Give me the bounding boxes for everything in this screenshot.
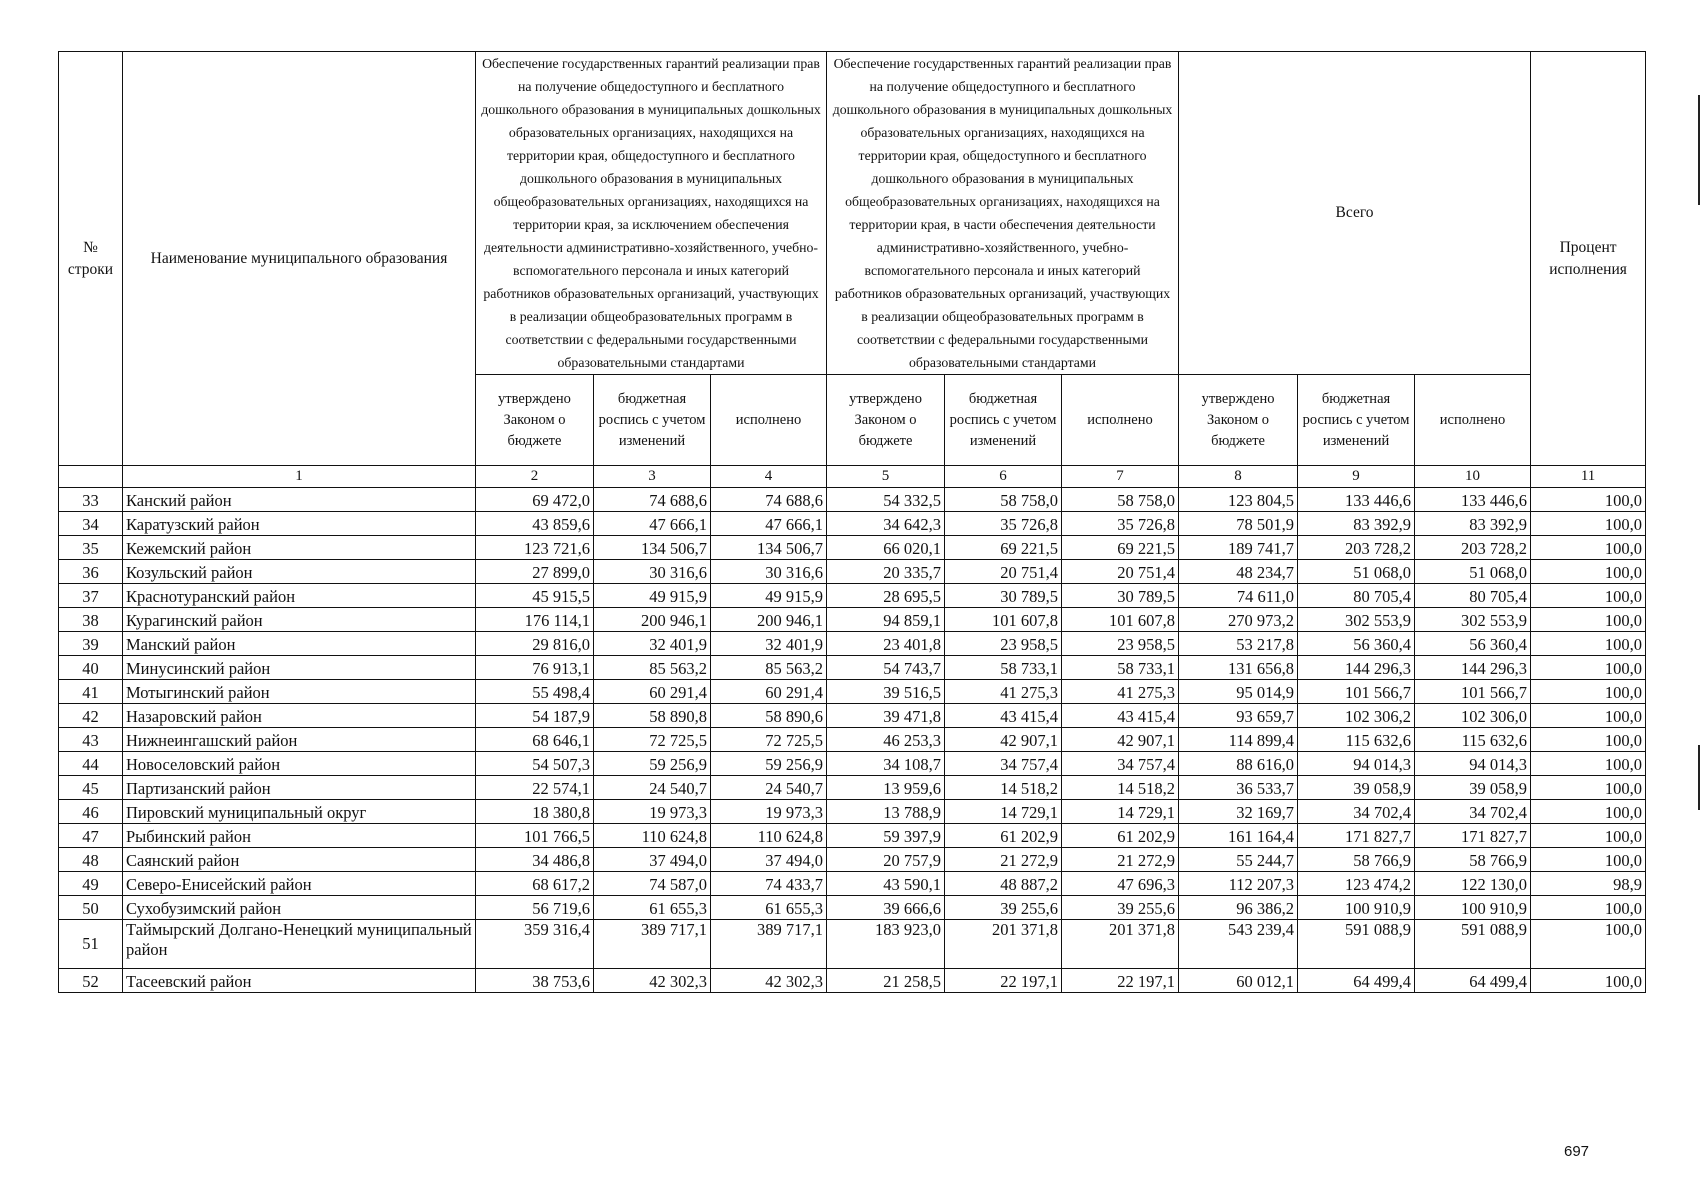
column-number: 3 <box>594 466 711 488</box>
value-cell: 95 014,9 <box>1179 680 1298 704</box>
value-cell: 42 302,3 <box>594 969 711 993</box>
value-cell: 37 494,0 <box>594 848 711 872</box>
column-number: 4 <box>711 466 827 488</box>
group1-header: Обеспечение государственных гарантий реализации прав на получение общедоступного и бесплатного дошкольного образования в муниципальных дошкольных образовательных организациях, находящихся на территории края, общедоступного и бесплатного дошкольного образования в муниципальных общеобразовательных организациях, находящихся на территории края, за исключением обеспечения деятельности административно-хозяйственного, учебно-вспомогательного персонала и иных категорий работников образовательных организаций, участвующих в реализации общеобразовательных программ в соответствии с федеральными государственными образовательными стандартами <box>476 52 827 375</box>
value-cell: 134 506,7 <box>594 536 711 560</box>
value-cell: 80 705,4 <box>1298 584 1415 608</box>
row-number-header: № строки <box>59 52 123 466</box>
value-cell: 58 758,0 <box>1062 488 1179 512</box>
value-cell: 14 729,1 <box>945 800 1062 824</box>
value-cell: 591 088,9 <box>1415 920 1531 969</box>
value-cell: 34 702,4 <box>1415 800 1531 824</box>
value-cell: 54 743,7 <box>827 656 945 680</box>
column-number: 8 <box>1179 466 1298 488</box>
value-cell: 58 766,9 <box>1298 848 1415 872</box>
value-cell: 102 306,0 <box>1415 704 1531 728</box>
value-cell: 61 202,9 <box>945 824 1062 848</box>
value-cell: 100 910,9 <box>1298 896 1415 920</box>
value-cell: 134 506,7 <box>711 536 827 560</box>
value-cell: 39 255,6 <box>945 896 1062 920</box>
table-row <box>59 488 1646 512</box>
value-cell: 61 202,9 <box>1062 824 1179 848</box>
value-cell: 19 973,3 <box>594 800 711 824</box>
row-number: 45 <box>59 776 123 800</box>
executed-header: исполнено <box>711 375 827 466</box>
value-cell: 58 758,0 <box>945 488 1062 512</box>
value-cell: 21 272,9 <box>945 848 1062 872</box>
municipality-name: Партизанский район <box>123 776 476 800</box>
value-cell: 54 332,5 <box>827 488 945 512</box>
value-cell: 48 887,2 <box>945 872 1062 896</box>
budget-execution-table <box>58 51 1646 993</box>
value-cell: 64 499,4 <box>1415 969 1531 993</box>
value-cell: 389 717,1 <box>711 920 827 969</box>
value-cell: 131 656,8 <box>1179 656 1298 680</box>
table-row <box>59 608 1646 632</box>
approved-header: утверждено Законом о бюджете <box>1179 375 1298 466</box>
value-cell: 30 789,5 <box>1062 584 1179 608</box>
value-cell: 60 291,4 <box>711 680 827 704</box>
table-row <box>59 896 1646 920</box>
value-cell: 30 316,6 <box>711 560 827 584</box>
row-number: 47 <box>59 824 123 848</box>
value-cell: 203 728,2 <box>1415 536 1531 560</box>
value-cell: 53 217,8 <box>1179 632 1298 656</box>
value-cell: 59 397,9 <box>827 824 945 848</box>
value-cell: 58 733,1 <box>1062 656 1179 680</box>
value-cell: 48 234,7 <box>1179 560 1298 584</box>
row-number: 41 <box>59 680 123 704</box>
value-cell: 23 958,5 <box>1062 632 1179 656</box>
value-cell: 34 757,4 <box>945 752 1062 776</box>
value-cell: 35 726,8 <box>945 512 1062 536</box>
value-cell: 83 392,9 <box>1298 512 1415 536</box>
value-cell: 39 255,6 <box>1062 896 1179 920</box>
value-cell: 58 766,9 <box>1415 848 1531 872</box>
value-cell: 46 253,3 <box>827 728 945 752</box>
table-row <box>59 824 1646 848</box>
value-cell: 58 890,8 <box>594 704 711 728</box>
municipality-name: Минусинский район <box>123 656 476 680</box>
row-number: 44 <box>59 752 123 776</box>
row-number: 52 <box>59 969 123 993</box>
value-cell: 74 688,6 <box>594 488 711 512</box>
value-cell: 94 859,1 <box>827 608 945 632</box>
table-row <box>59 560 1646 584</box>
value-cell: 32 401,9 <box>594 632 711 656</box>
municipality-name: Сухобузимский район <box>123 896 476 920</box>
percent-cell: 100,0 <box>1531 824 1646 848</box>
value-cell: 51 068,0 <box>1298 560 1415 584</box>
value-cell: 69 221,5 <box>945 536 1062 560</box>
value-cell: 22 197,1 <box>945 969 1062 993</box>
value-cell: 39 471,8 <box>827 704 945 728</box>
value-cell: 23 401,8 <box>827 632 945 656</box>
value-cell: 55 244,7 <box>1179 848 1298 872</box>
value-cell: 34 757,4 <box>1062 752 1179 776</box>
percent-header: Процент исполнения <box>1531 52 1646 466</box>
value-cell: 38 753,6 <box>476 969 594 993</box>
value-cell: 60 291,4 <box>594 680 711 704</box>
column-number: 2 <box>476 466 594 488</box>
value-cell: 51 068,0 <box>1415 560 1531 584</box>
table-row <box>59 776 1646 800</box>
percent-cell: 100,0 <box>1531 969 1646 993</box>
value-cell: 24 540,7 <box>594 776 711 800</box>
table-row <box>59 656 1646 680</box>
value-cell: 14 518,2 <box>945 776 1062 800</box>
value-cell: 161 164,4 <box>1179 824 1298 848</box>
value-cell: 56 360,4 <box>1415 632 1531 656</box>
value-cell: 30 789,5 <box>945 584 1062 608</box>
value-cell: 42 907,1 <box>945 728 1062 752</box>
percent-cell: 100,0 <box>1531 608 1646 632</box>
value-cell: 69 221,5 <box>1062 536 1179 560</box>
value-cell: 115 632,6 <box>1298 728 1415 752</box>
value-cell: 58 733,1 <box>945 656 1062 680</box>
percent-cell: 100,0 <box>1531 488 1646 512</box>
row-number: 50 <box>59 896 123 920</box>
column-number <box>59 466 123 488</box>
value-cell: 122 130,0 <box>1415 872 1531 896</box>
value-cell: 41 275,3 <box>945 680 1062 704</box>
percent-cell: 100,0 <box>1531 560 1646 584</box>
budget-header: бюджетная роспись с учетом изменений <box>945 375 1062 466</box>
table-row <box>59 584 1646 608</box>
value-cell: 22 574,1 <box>476 776 594 800</box>
value-cell: 43 859,6 <box>476 512 594 536</box>
value-cell: 270 973,2 <box>1179 608 1298 632</box>
value-cell: 20 751,4 <box>1062 560 1179 584</box>
value-cell: 34 486,8 <box>476 848 594 872</box>
executed-header: исполнено <box>1062 375 1179 466</box>
column-number: 5 <box>827 466 945 488</box>
value-cell: 72 725,5 <box>711 728 827 752</box>
column-number: 11 <box>1531 466 1646 488</box>
column-number: 1 <box>123 466 476 488</box>
value-cell: 43 415,4 <box>1062 704 1179 728</box>
value-cell: 101 566,7 <box>1298 680 1415 704</box>
table-row <box>59 800 1646 824</box>
row-number: 35 <box>59 536 123 560</box>
value-cell: 42 907,1 <box>1062 728 1179 752</box>
municipality-name: Канский район <box>123 488 476 512</box>
value-cell: 102 306,2 <box>1298 704 1415 728</box>
value-cell: 24 540,7 <box>711 776 827 800</box>
value-cell: 55 498,4 <box>476 680 594 704</box>
value-cell: 43 415,4 <box>945 704 1062 728</box>
table-row <box>59 728 1646 752</box>
row-number: 37 <box>59 584 123 608</box>
value-cell: 47 666,1 <box>594 512 711 536</box>
value-cell: 27 899,0 <box>476 560 594 584</box>
value-cell: 101 607,8 <box>945 608 1062 632</box>
value-cell: 14 518,2 <box>1062 776 1179 800</box>
value-cell: 110 624,8 <box>711 824 827 848</box>
percent-cell: 100,0 <box>1531 584 1646 608</box>
percent-cell: 100,0 <box>1531 728 1646 752</box>
value-cell: 28 695,5 <box>827 584 945 608</box>
value-cell: 93 659,7 <box>1179 704 1298 728</box>
value-cell: 68 646,1 <box>476 728 594 752</box>
row-number: 46 <box>59 800 123 824</box>
row-number: 51 <box>59 920 123 969</box>
executed-header: исполнено <box>1415 375 1531 466</box>
value-cell: 200 946,1 <box>594 608 711 632</box>
municipality-name: Северо-Енисейский район <box>123 872 476 896</box>
value-cell: 591 088,9 <box>1298 920 1415 969</box>
value-cell: 78 501,9 <box>1179 512 1298 536</box>
percent-cell: 100,0 <box>1531 656 1646 680</box>
municipality-name: Саянский район <box>123 848 476 872</box>
value-cell: 34 642,3 <box>827 512 945 536</box>
value-cell: 59 256,9 <box>711 752 827 776</box>
value-cell: 94 014,3 <box>1415 752 1531 776</box>
municipality-name: Пировский муниципальный округ <box>123 800 476 824</box>
row-number: 42 <box>59 704 123 728</box>
percent-cell: 98,9 <box>1531 872 1646 896</box>
value-cell: 35 726,8 <box>1062 512 1179 536</box>
percent-cell: 100,0 <box>1531 680 1646 704</box>
value-cell: 22 197,1 <box>1062 969 1179 993</box>
percent-cell: 100,0 <box>1531 800 1646 824</box>
table-row <box>59 920 1646 969</box>
value-cell: 110 624,8 <box>594 824 711 848</box>
value-cell: 123 474,2 <box>1298 872 1415 896</box>
value-cell: 133 446,6 <box>1298 488 1415 512</box>
approved-header: утверждено Законом о бюджете <box>827 375 945 466</box>
value-cell: 47 696,3 <box>1062 872 1179 896</box>
value-cell: 43 590,1 <box>827 872 945 896</box>
municipality-name: Нижнеингашский район <box>123 728 476 752</box>
municipality-name: Курагинский район <box>123 608 476 632</box>
municipality-name: Новоселовский район <box>123 752 476 776</box>
value-cell: 88 616,0 <box>1179 752 1298 776</box>
value-cell: 101 766,5 <box>476 824 594 848</box>
row-number: 33 <box>59 488 123 512</box>
value-cell: 74 587,0 <box>594 872 711 896</box>
row-number: 40 <box>59 656 123 680</box>
value-cell: 80 705,4 <box>1415 584 1531 608</box>
value-cell: 201 371,8 <box>1062 920 1179 969</box>
value-cell: 13 788,9 <box>827 800 945 824</box>
value-cell: 96 386,2 <box>1179 896 1298 920</box>
value-cell: 30 316,6 <box>594 560 711 584</box>
value-cell: 144 296,3 <box>1298 656 1415 680</box>
value-cell: 42 302,3 <box>711 969 827 993</box>
row-number: 34 <box>59 512 123 536</box>
value-cell: 189 741,7 <box>1179 536 1298 560</box>
value-cell: 19 973,3 <box>711 800 827 824</box>
value-cell: 56 719,6 <box>476 896 594 920</box>
value-cell: 133 446,6 <box>1415 488 1531 512</box>
column-number: 10 <box>1415 466 1531 488</box>
municipality-name: Кежемский район <box>123 536 476 560</box>
municipality-name: Тасеевский район <box>123 969 476 993</box>
value-cell: 61 655,3 <box>711 896 827 920</box>
table-row <box>59 632 1646 656</box>
value-cell: 56 360,4 <box>1298 632 1415 656</box>
value-cell: 47 666,1 <box>711 512 827 536</box>
value-cell: 20 757,9 <box>827 848 945 872</box>
value-cell: 74 433,7 <box>711 872 827 896</box>
table-body <box>59 488 1646 993</box>
table-row <box>59 536 1646 560</box>
value-cell: 203 728,2 <box>1298 536 1415 560</box>
municipality-name: Таймырский Долгано-Ненецкий муниципальный район <box>123 920 476 969</box>
table-row <box>59 969 1646 993</box>
percent-cell: 100,0 <box>1531 632 1646 656</box>
value-cell: 64 499,4 <box>1298 969 1415 993</box>
percent-cell: 100,0 <box>1531 536 1646 560</box>
value-cell: 101 566,7 <box>1415 680 1531 704</box>
value-cell: 39 058,9 <box>1298 776 1415 800</box>
value-cell: 36 533,7 <box>1179 776 1298 800</box>
value-cell: 201 371,8 <box>945 920 1062 969</box>
percent-cell: 100,0 <box>1531 704 1646 728</box>
percent-cell: 100,0 <box>1531 920 1646 969</box>
table-row <box>59 704 1646 728</box>
municipality-name: Мотыгинский район <box>123 680 476 704</box>
row-number: 38 <box>59 608 123 632</box>
value-cell: 20 335,7 <box>827 560 945 584</box>
value-cell: 21 272,9 <box>1062 848 1179 872</box>
value-cell: 18 380,8 <box>476 800 594 824</box>
value-cell: 100 910,9 <box>1415 896 1531 920</box>
row-number: 36 <box>59 560 123 584</box>
table-row <box>59 512 1646 536</box>
value-cell: 34 108,7 <box>827 752 945 776</box>
municipality-header: Наименование муниципального образования <box>123 52 476 466</box>
percent-cell: 100,0 <box>1531 752 1646 776</box>
municipality-name: Рыбинский район <box>123 824 476 848</box>
column-number: 6 <box>945 466 1062 488</box>
value-cell: 59 256,9 <box>594 752 711 776</box>
municipality-name: Каратузский район <box>123 512 476 536</box>
value-cell: 123 804,5 <box>1179 488 1298 512</box>
municipality-name: Манский район <box>123 632 476 656</box>
row-number: 49 <box>59 872 123 896</box>
value-cell: 23 958,5 <box>945 632 1062 656</box>
value-cell: 61 655,3 <box>594 896 711 920</box>
value-cell: 359 316,4 <box>476 920 594 969</box>
value-cell: 114 899,4 <box>1179 728 1298 752</box>
percent-cell: 100,0 <box>1531 896 1646 920</box>
table-row <box>59 848 1646 872</box>
value-cell: 39 666,6 <box>827 896 945 920</box>
value-cell: 66 020,1 <box>827 536 945 560</box>
value-cell: 49 915,9 <box>711 584 827 608</box>
value-cell: 68 617,2 <box>476 872 594 896</box>
value-cell: 58 890,6 <box>711 704 827 728</box>
municipality-name: Козульский район <box>123 560 476 584</box>
value-cell: 72 725,5 <box>594 728 711 752</box>
column-number: 9 <box>1298 466 1415 488</box>
value-cell: 60 012,1 <box>1179 969 1298 993</box>
municipality-name: Краснотуранский район <box>123 584 476 608</box>
value-cell: 302 553,9 <box>1415 608 1531 632</box>
value-cell: 20 751,4 <box>945 560 1062 584</box>
value-cell: 94 014,3 <box>1298 752 1415 776</box>
row-number: 39 <box>59 632 123 656</box>
value-cell: 34 702,4 <box>1298 800 1415 824</box>
value-cell: 39 516,5 <box>827 680 945 704</box>
table-row <box>59 872 1646 896</box>
value-cell: 144 296,3 <box>1415 656 1531 680</box>
table-row <box>59 680 1646 704</box>
value-cell: 49 915,9 <box>594 584 711 608</box>
value-cell: 54 507,3 <box>476 752 594 776</box>
value-cell: 200 946,1 <box>711 608 827 632</box>
value-cell: 115 632,6 <box>1415 728 1531 752</box>
scan-edge-mark <box>1698 745 1700 810</box>
value-cell: 302 553,9 <box>1298 608 1415 632</box>
value-cell: 85 563,2 <box>594 656 711 680</box>
value-cell: 171 827,7 <box>1298 824 1415 848</box>
page-number: 697 <box>1564 1143 1590 1160</box>
value-cell: 171 827,7 <box>1415 824 1531 848</box>
value-cell: 39 058,9 <box>1415 776 1531 800</box>
group2-header: Обеспечение государственных гарантий реализации прав на получение общедоступного и бесплатного дошкольного образования в муниципальных дошкольных образовательных организациях, находящихся на территории края, общедоступного и бесплатного дошкольного образования в муниципальных общеобразовательных организациях, находящихся на территории края, в части обеспечения деятельности административно-хозяйственного, учебно-вспомогательного персонала и иных категорий работников образовательных организаций, участвующих в реализации общеобразовательных программ в соответствии с федеральными государственными образовательными стандартами <box>827 52 1179 375</box>
budget-header: бюджетная роспись с учетом изменений <box>594 375 711 466</box>
approved-header: утверждено Законом о бюджете <box>476 375 594 466</box>
value-cell: 101 607,8 <box>1062 608 1179 632</box>
value-cell: 32 401,9 <box>711 632 827 656</box>
percent-cell: 100,0 <box>1531 776 1646 800</box>
value-cell: 69 472,0 <box>476 488 594 512</box>
municipality-name: Назаровский район <box>123 704 476 728</box>
value-cell: 389 717,1 <box>594 920 711 969</box>
value-cell: 41 275,3 <box>1062 680 1179 704</box>
percent-cell: 100,0 <box>1531 512 1646 536</box>
row-number: 43 <box>59 728 123 752</box>
value-cell: 13 959,6 <box>827 776 945 800</box>
column-number: 7 <box>1062 466 1179 488</box>
value-cell: 74 611,0 <box>1179 584 1298 608</box>
value-cell: 14 729,1 <box>1062 800 1179 824</box>
budget-header: бюджетная роспись с учетом изменений <box>1298 375 1415 466</box>
total-header: Всего <box>1179 52 1531 375</box>
value-cell: 74 688,6 <box>711 488 827 512</box>
value-cell: 37 494,0 <box>711 848 827 872</box>
value-cell: 45 915,5 <box>476 584 594 608</box>
value-cell: 123 721,6 <box>476 536 594 560</box>
value-cell: 85 563,2 <box>711 656 827 680</box>
value-cell: 183 923,0 <box>827 920 945 969</box>
row-number: 48 <box>59 848 123 872</box>
value-cell: 21 258,5 <box>827 969 945 993</box>
table-header <box>59 52 1646 488</box>
value-cell: 29 816,0 <box>476 632 594 656</box>
value-cell: 76 913,1 <box>476 656 594 680</box>
value-cell: 176 114,1 <box>476 608 594 632</box>
percent-cell: 100,0 <box>1531 848 1646 872</box>
scan-edge-mark <box>1698 95 1700 205</box>
value-cell: 54 187,9 <box>476 704 594 728</box>
value-cell: 543 239,4 <box>1179 920 1298 969</box>
value-cell: 32 169,7 <box>1179 800 1298 824</box>
table-row <box>59 752 1646 776</box>
value-cell: 112 207,3 <box>1179 872 1298 896</box>
value-cell: 83 392,9 <box>1415 512 1531 536</box>
